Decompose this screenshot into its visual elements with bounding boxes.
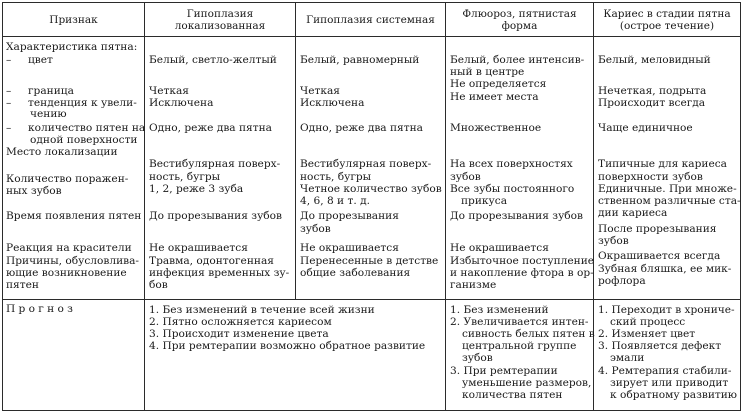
local-hypoplasia-column [145, 37, 296, 300]
list-item: Нечеткая, подрыта [598, 85, 707, 97]
list-item: эмали [610, 352, 645, 364]
list-item: 2. Пятно осложняется кариесом [149, 316, 332, 328]
list-item: Четкая [300, 85, 340, 97]
list-item: На всех поверхностях [450, 158, 573, 170]
list-item: Исключена [149, 97, 214, 109]
list-item: Причины, обусловлива- [6, 255, 140, 267]
list-item: 1. Переходит в хрониче- [598, 304, 735, 316]
list-item: 3. При ремтерапии [450, 365, 558, 377]
list-item: 1, 2, реже 3 зуба [149, 183, 244, 195]
list-item: зубов [462, 352, 493, 364]
table-row [3, 37, 741, 300]
prognosis-label-cell [3, 300, 145, 411]
list-item: ный в центре [450, 66, 525, 78]
list-item: Избыточное поступление [450, 255, 595, 267]
list-item: 4, 6, 8 и т. д. [300, 195, 370, 207]
list-item: Время появления пятен [6, 210, 142, 222]
list-item: количество пятен на [28, 122, 146, 134]
list-item: Типичные для кариеса [598, 158, 727, 170]
list-item: До прорезывания зубов [450, 210, 584, 222]
list-item: Все зубы постоянного [450, 183, 575, 195]
list-item: Белый, равномерный [300, 54, 420, 66]
list-item: зубов [450, 171, 481, 183]
list-item: 3. Появляется дефект [598, 340, 722, 352]
list-item: поверхности зубов [598, 171, 703, 183]
prognosis-label: Прогноз [6, 303, 77, 315]
list-item: зубов [598, 235, 629, 247]
header-caries: Кариес в стадии пятна (острое течение) [594, 3, 741, 37]
prognosis-caries [594, 300, 741, 411]
header-feature: Признак [3, 3, 145, 37]
list-item: зирует или приводит [610, 377, 729, 389]
fluorosis-column [446, 37, 594, 300]
list-item: 3. Происходит изменение цвета [149, 328, 329, 340]
list-item: Вестибулярная поверх- [300, 158, 432, 170]
list-item: Травма, одонтогенная [149, 255, 274, 267]
document-page [2, 2, 740, 411]
list-item: 1. Без изменений в течение всей жизни [149, 304, 375, 316]
list-item: ность, бугры [149, 171, 221, 183]
header-row [3, 3, 741, 37]
list-item: После прорезывания [598, 223, 717, 235]
list-item: Белый, более интенсив- [450, 54, 585, 66]
list-item: Множественное [450, 122, 542, 134]
list-item: одной поверхности [30, 134, 138, 146]
list-item: ность, бугры [300, 171, 372, 183]
header-local-hypoplasia: Гипоплазия локализованная [145, 3, 296, 37]
list-item: 4. Ремтерапия стабили- [598, 365, 732, 377]
list-item: Четкая [149, 85, 189, 97]
list-item: 2. Увеличивается интен- [450, 316, 589, 328]
header-systemic-hypoplasia: Гипоплазия системная [296, 3, 446, 37]
prognosis-hypoplasia [145, 300, 446, 411]
list-item: центральной группе [462, 340, 577, 352]
list-item: – [6, 122, 12, 134]
list-item: Четное количество зубов [300, 183, 442, 195]
list-item: – [6, 54, 12, 66]
list-item: До прорезывания зубов [149, 210, 283, 222]
prognosis-fluorosis [446, 300, 594, 411]
list-item: ющие возникновение [6, 267, 127, 279]
list-item: Белый, меловидный [598, 54, 711, 66]
list-item: зубов [300, 223, 331, 235]
caries-column [594, 37, 741, 300]
list-item: пятен [6, 279, 39, 291]
list-item: Окрашивается всегда [598, 250, 721, 262]
list-item: Происходит всегда [598, 97, 706, 109]
list-item: Чаще единичное [598, 122, 693, 134]
feature-column [3, 37, 145, 300]
list-item: Не окрашивается [149, 242, 248, 254]
list-item: – [6, 97, 12, 109]
list-item: ных зубов [6, 185, 62, 197]
list-item: Не определяется [450, 78, 547, 90]
list-item: и накопление фтора в ор- [450, 267, 594, 279]
list-item: 4. При ремтерапии возможно обратное развитие [149, 340, 426, 352]
list-item: цвет [28, 54, 53, 66]
list-item: ственном различные ста- [598, 195, 741, 207]
list-item: Белый, светло-желтый [149, 54, 277, 66]
list-item: сивность белых пятен в [462, 328, 595, 340]
list-item: количества пятен [462, 389, 563, 401]
list-item: Характеристика пятна: [6, 41, 138, 53]
list-item: тенденция к увели- [28, 97, 137, 109]
list-item: Исключена [300, 97, 365, 109]
list-item: 2. Изменяет цвет [598, 328, 696, 340]
list-item: Единичные. При множе- [598, 183, 737, 195]
list-item: Не имеет места [450, 91, 539, 103]
prognosis-row [3, 300, 741, 411]
list-item: к обратному развитию [610, 389, 738, 401]
header-fluorosis: Флюороз, пятнистая форма [446, 3, 594, 37]
list-item: Количество поражен- [6, 173, 129, 185]
list-item: Перенесенные в детстве [300, 255, 439, 267]
list-item: бов [149, 279, 168, 291]
list-item: Место локализации [6, 146, 118, 158]
list-item: Одно, реже два пятна [300, 122, 423, 134]
list-item: – [6, 85, 12, 97]
list-item: уменьшение размеров, [462, 377, 592, 389]
list-item: инфекция временных зу- [149, 267, 290, 279]
comparison-table [2, 2, 741, 411]
list-item: ский процесс [610, 316, 686, 328]
list-item: Реакция на красители [6, 242, 132, 254]
list-item: Вестибулярная поверх- [149, 158, 281, 170]
list-item: ганизме [450, 279, 497, 291]
list-item: чению [30, 108, 67, 120]
list-item: Не окрашивается [300, 242, 399, 254]
list-item: Не окрашивается [450, 242, 549, 254]
list-item: Зубная бляшка, ее мик- [598, 263, 732, 275]
systemic-hypoplasia-column [296, 37, 446, 300]
list-item: дии кариеса [598, 207, 668, 219]
list-item: До прорезывания [300, 210, 399, 222]
list-item: рофлора [598, 275, 646, 287]
list-item: граница [28, 85, 74, 97]
list-item: общие заболевания [300, 267, 411, 279]
list-item: прикуса [461, 195, 508, 207]
list-item: Одно, реже два пятна [149, 122, 272, 134]
list-item: 1. Без изменений [450, 304, 549, 316]
